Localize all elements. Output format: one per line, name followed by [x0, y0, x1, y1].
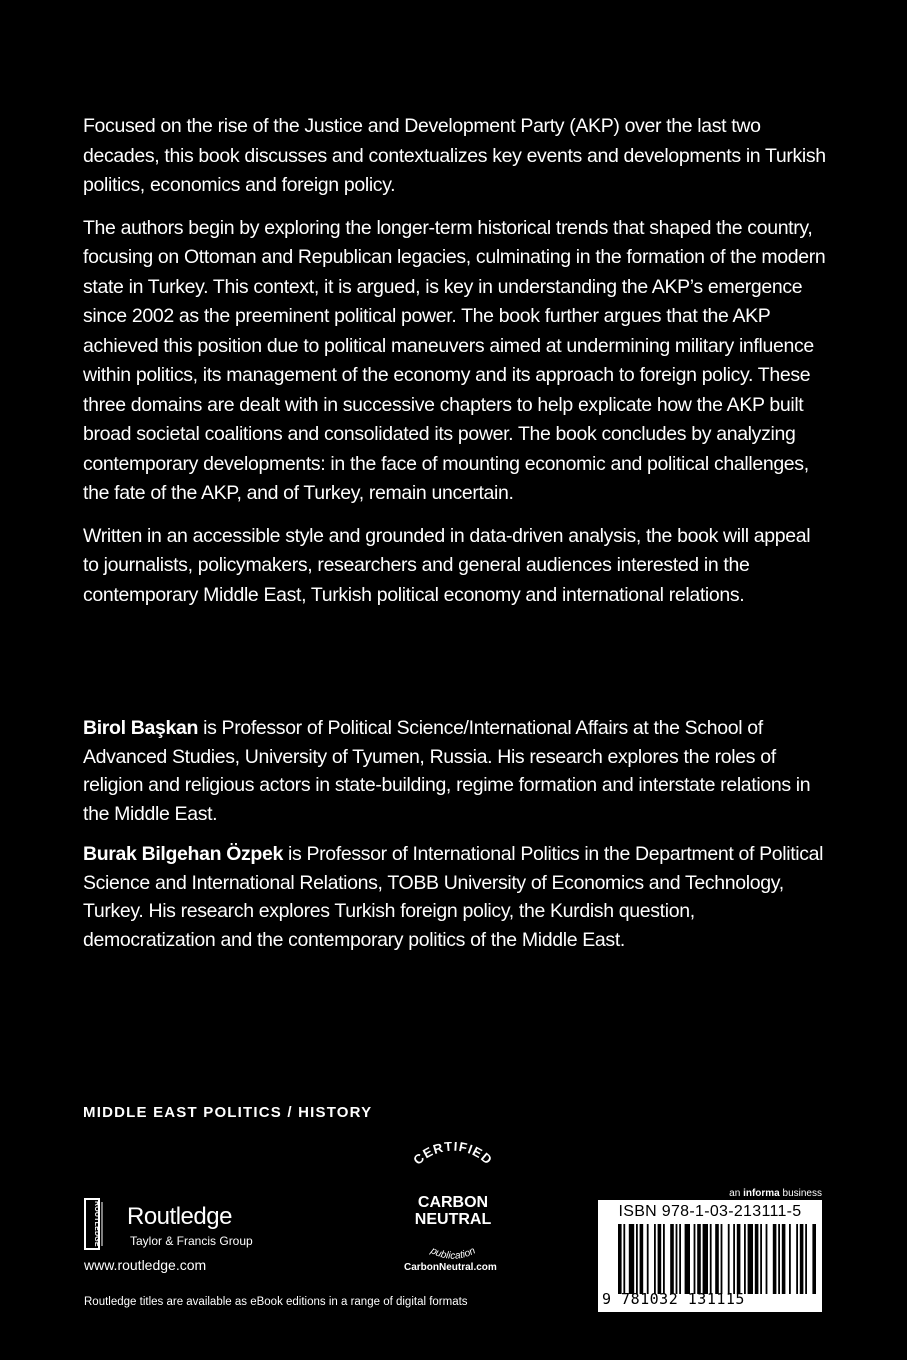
- barcode-bar: [663, 1224, 665, 1294]
- author-name-2: Burak Bilgehan Özpek: [83, 843, 283, 865]
- informa-tagline: [598, 1188, 822, 1199]
- barcode-bar: [748, 1224, 753, 1294]
- barcode-digits: 9 781032 131115: [602, 1290, 745, 1308]
- barcode-bar: [647, 1224, 649, 1294]
- barcode-bar: [766, 1224, 768, 1294]
- blurb-paragraph-2: The authors begin by exploring the longer-term historical trends that shaped the country, focusing on Ottoman and Republican legacies, culminating in the formation of the modern state in Turkey. This context, it is argued, is key in understanding the AKP’s emergence since 2002 as the preeminent political power. The book further argues that the AKP achieved this position due to political maneuvers aimed at undermining military influence within politics, its management of the economy and its approach to foreign policy. These three domains are dealt with in successive chapters to help explicate how the AKP built broad societal coalitions and consolidated its power. The book concludes by analyzing contemporary developments: in the face of mounting economic and political challenges, the fate of the AKP, and of Turkey, remain uncertain.: [83, 216, 826, 504]
- barcode-bar: [721, 1224, 723, 1294]
- barcode-bar: [715, 1224, 719, 1294]
- author-bios: [83, 714, 828, 966]
- barcode-bar: [733, 1224, 735, 1294]
- carbon-neutral-logo-icon: [388, 1142, 518, 1282]
- carbon-line1: CARBON: [417, 1194, 489, 1211]
- informa-prefix: an: [729, 1188, 744, 1199]
- barcode-bar: [778, 1224, 780, 1294]
- barcode-bar: [710, 1224, 712, 1294]
- barcode-bar: [773, 1224, 777, 1294]
- barcode-bar: [636, 1224, 638, 1294]
- barcode-bar: [658, 1224, 662, 1294]
- barcode-bar: [679, 1224, 681, 1294]
- barcode-bar: [796, 1224, 798, 1294]
- subject-category: MIDDLE EAST POLITICS / HISTORY: [83, 1104, 373, 1121]
- isbn-label: ISBN 978-1-03-213111-5: [618, 1203, 802, 1220]
- ebook-note: Routledge titles are available as eBook editions in a range of digital formats: [84, 1296, 468, 1308]
- barcode-bar: [629, 1224, 634, 1294]
- barcode-bar: [805, 1224, 807, 1294]
- carbon-certified: CERTIFIED: [410, 1142, 496, 1168]
- barcode-bar: [697, 1224, 701, 1294]
- barcode: [598, 1200, 822, 1312]
- barcode-bar: [800, 1224, 804, 1294]
- barcode-bar: [676, 1224, 678, 1294]
- barcode-bar: [694, 1224, 696, 1294]
- barcode-bars: [618, 1224, 818, 1294]
- carbon-publication: publication: [428, 1245, 478, 1262]
- barcode-bar: [685, 1224, 690, 1294]
- svg-text:CERTIFIED: [410, 1142, 495, 1168]
- informa-suffix: business: [779, 1188, 822, 1199]
- blurb-paragraph-1: Focused on the rise of the Justice and Development Party (AKP) over the last two decades, this book discusses and contextualizes key events and developments in Turkish politics, economics and foreign policy.: [83, 115, 826, 196]
- author-bio-text-2: is Professor of International Politics in the Department of Political Science and International Relations, TOBB University of Economics and Technology, Turkey. His research explores Turkish foreign policy, the Kurdish question, democratization and the contemporary politics of the Middle East.: [83, 843, 824, 951]
- publisher-group: Taylor & Francis Group: [130, 1234, 253, 1248]
- barcode-bar: [755, 1224, 759, 1294]
- barcode-bar: [744, 1224, 746, 1294]
- barcode-bar: [737, 1224, 741, 1294]
- publisher-name: Routledge: [127, 1203, 232, 1230]
- barcode-bar: [728, 1224, 730, 1294]
- author-name-1: Birol Başkan: [83, 717, 199, 739]
- author-bio-text-1: is Professor of Political Science/International Affairs at the School of Advanced Studies, University of Tyumen, Russia. His research explores the roles of religion and religious actors in state-building, regime formation and interstate relations in the Middle East.: [83, 717, 811, 825]
- barcode-bar: [654, 1224, 656, 1294]
- barcode-bar: [670, 1224, 674, 1294]
- routledge-logo-icon: [84, 1198, 120, 1250]
- routledge-logo-text: ROUTLEDGE: [93, 1201, 100, 1247]
- blurb-paragraph-3: Written in an accessible style and grounded in data-driven analysis, the book will appeal to journalists, policymakers, researchers and general audiences interested in the contemporary Middle East, Turkish political economy and international relations.: [83, 524, 811, 606]
- barcode-bar: [640, 1224, 644, 1294]
- barcode-bar: [760, 1224, 762, 1294]
- author-bio-1: [83, 714, 828, 828]
- barcode-bar: [703, 1224, 708, 1294]
- barcode-bar: [782, 1224, 786, 1294]
- carbon-url[interactable]: CarbonNeutral.com: [404, 1262, 497, 1273]
- publisher-url[interactable]: www.routledge.com: [84, 1257, 207, 1273]
- informa-brand: informa: [743, 1188, 780, 1199]
- barcode-bar: [618, 1224, 622, 1294]
- barcode-bar: [789, 1224, 791, 1294]
- barcode-bar: [623, 1224, 625, 1294]
- svg-text:publication: [428, 1245, 478, 1262]
- blurb: [83, 112, 828, 623]
- barcode-bar: [812, 1224, 816, 1294]
- author-bio-2: [83, 840, 828, 954]
- carbon-line2: NEUTRAL: [414, 1211, 492, 1228]
